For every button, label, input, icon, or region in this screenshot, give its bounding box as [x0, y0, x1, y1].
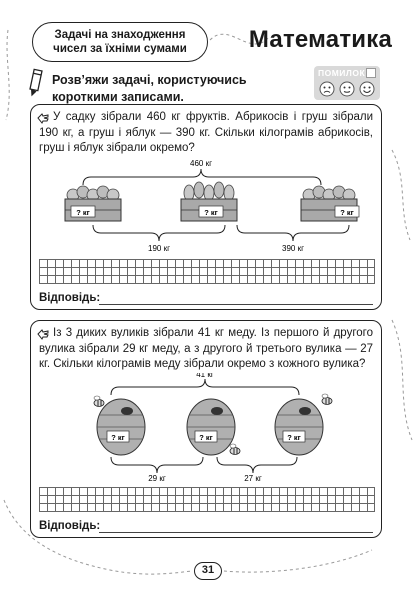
sad-face-icon[interactable] [319, 81, 335, 97]
pencil-icon [28, 68, 44, 98]
task-1-diagram [31, 157, 383, 253]
apple-crate-label: ? кг [340, 208, 354, 217]
task-2-right-pair-label: 27 кг [244, 474, 262, 483]
task-card-1 [30, 104, 382, 310]
task-1-answer-line[interactable] [99, 304, 373, 305]
task-2-work-grid[interactable] [39, 487, 375, 512]
beehive-1 [97, 399, 145, 455]
neutral-face-icon[interactable] [339, 81, 355, 97]
beehive-1-label: ? кг [111, 433, 125, 442]
task-2-answer-label: Відповідь: [39, 520, 101, 532]
topic-line-2: чисел за їхніми сумами [53, 43, 187, 55]
task-1-text: У садку зібрали 460 кг фруктів. Абрикосів і груш зібрали 190 кг, а груш і яблук — 390 кг. Скільки кілограмів абрикосів, груш і яблук зібрали окремо? [39, 111, 373, 154]
topic-line-1: Задачі на знаходження [54, 29, 186, 41]
topic-label [32, 22, 208, 62]
task-1-left-pair-label: 190 кг [148, 244, 170, 253]
instruction-line-2: короткими записами. [52, 90, 184, 104]
beehive-2 [187, 399, 235, 455]
task-2-total-label: 41 кг [196, 373, 214, 379]
apricot-crate [65, 186, 121, 221]
task-2-text: Із 3 диких вуликів зібрали 41 кг меду. Із першого й другого вулика зібрали 29 кг меду, а з другого й третього вулика — 27 кг. Скільки кілограмів меду зібрали окремо з кожного вулика? [39, 327, 373, 370]
instruction [52, 72, 247, 106]
errors-checkbox[interactable] [366, 68, 376, 78]
errors-box [314, 66, 380, 100]
subject-title: Математика [248, 26, 392, 53]
bee-icon [94, 396, 104, 407]
beehive-3-label: ? кг [287, 433, 301, 442]
bee-icon [230, 444, 240, 455]
beehive-2-label: ? кг [199, 433, 213, 442]
task-1-answer-label: Відповідь: [39, 292, 101, 304]
pear-crate-label: ? кг [204, 208, 218, 217]
page-number: 31 [194, 562, 222, 580]
beehive-3 [275, 399, 323, 455]
instruction-line-1: Розв’яжи задачі, користуючись [52, 73, 247, 87]
task-2-diagram [31, 373, 383, 483]
task-2-answer-line[interactable] [99, 532, 373, 533]
happy-face-icon[interactable] [359, 81, 375, 97]
task-card-2 [30, 320, 382, 538]
task-1-right-pair-label: 390 кг [282, 244, 304, 253]
task-1-total-label: 460 кг [190, 159, 212, 168]
face-ratings [319, 81, 375, 97]
task-2-left-pair-label: 29 кг [148, 474, 166, 483]
errors-label: ПОМИЛОК [318, 68, 366, 78]
bee-icon [322, 394, 332, 405]
task-1-work-grid[interactable] [39, 259, 375, 284]
apricot-crate-label: ? кг [76, 208, 90, 217]
